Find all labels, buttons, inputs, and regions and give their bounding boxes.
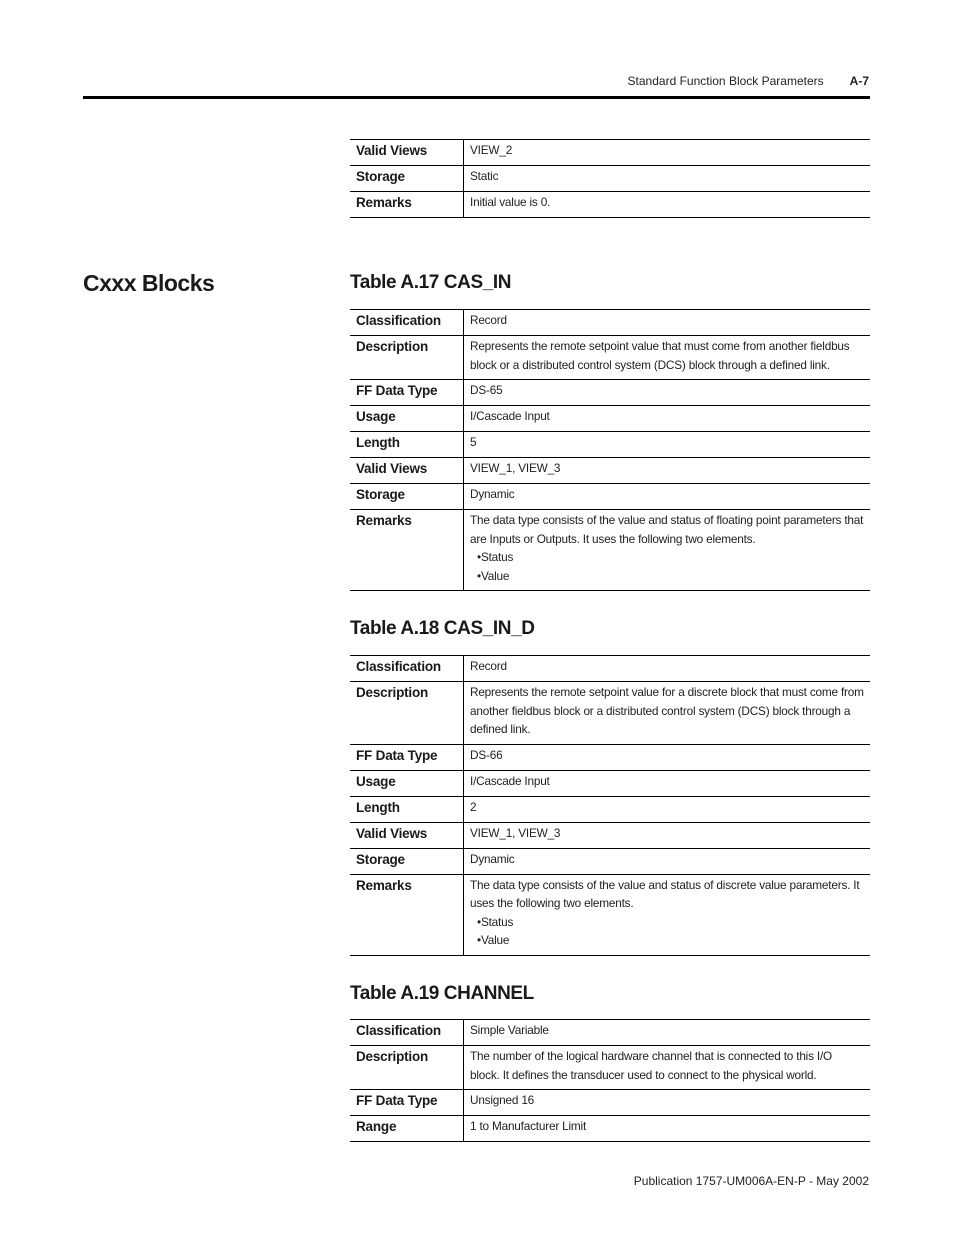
row-key: Description: [350, 336, 464, 380]
row-key: Storage: [350, 484, 464, 510]
table-row: [350, 140, 870, 166]
table-row: [350, 166, 870, 192]
bullet-item: • Status: [477, 548, 864, 567]
row-key: Remarks: [350, 874, 464, 955]
row-key: Length: [350, 796, 464, 822]
section-title: Cxxx Blocks: [83, 270, 215, 296]
row-value: DS-66: [464, 744, 871, 770]
row-value: Dynamic: [464, 484, 871, 510]
row-value: VIEW_1, VIEW_3: [464, 458, 871, 484]
table-row: [350, 484, 870, 510]
row-value: Unsigned 16: [464, 1090, 871, 1116]
row-key: Usage: [350, 406, 464, 432]
table-row: [350, 1020, 870, 1046]
bullet-item: • Status: [477, 913, 864, 932]
row-key: Remarks: [350, 192, 464, 218]
row-value: Static: [464, 166, 871, 192]
table-title-channel: Table A.19 CHANNEL: [350, 983, 534, 1004]
row-value: Represents the remote setpoint value that must come from another fieldbus block or a distributed control system (DCS) block through a defined link.: [464, 336, 871, 380]
row-value: [464, 874, 871, 955]
table-title-cas-in: Table A.17 CAS_IN: [350, 272, 512, 293]
row-key: Storage: [350, 166, 464, 192]
table-row: [350, 770, 870, 796]
row-key: FF Data Type: [350, 744, 464, 770]
row-value: I/Cascade Input: [464, 770, 871, 796]
row-value: Initial value is 0.: [464, 192, 871, 218]
table-row: [350, 336, 870, 380]
remarks-text: The data type consists of the value and status of floating point parameters that are Inputs or Outputs. It uses the following two elements.: [470, 513, 864, 546]
remarks-bullet-list: [470, 548, 864, 585]
row-value: The number of the logical hardware channel that is connected to this I/O block. It defines the transducer used to connect to the physical world.: [464, 1046, 871, 1090]
header-section-title: Standard Function Block Parameters: [627, 74, 824, 88]
row-key: FF Data Type: [350, 380, 464, 406]
row-value: 1 to Manufacturer Limit: [464, 1116, 871, 1142]
remarks-bullet-list: [470, 913, 864, 950]
row-key: Length: [350, 432, 464, 458]
table-row: [350, 874, 870, 955]
row-value: Simple Variable: [464, 1020, 871, 1046]
table-row: [350, 510, 870, 591]
table-title-cas-in-d: Table A.18 CAS_IN_D: [350, 618, 535, 639]
table-row: [350, 822, 870, 848]
table-row: [350, 1116, 870, 1142]
row-key: Valid Views: [350, 822, 464, 848]
row-value: VIEW_1, VIEW_3: [464, 822, 871, 848]
table-row: [350, 380, 870, 406]
page-number: A-7: [849, 74, 869, 88]
table-row: [350, 432, 870, 458]
table-row: [350, 458, 870, 484]
bullet-item: • Value: [477, 931, 864, 950]
header-rule: [83, 96, 870, 99]
row-value: [464, 510, 871, 591]
cas-in-d-table: [350, 655, 870, 956]
row-value: Record: [464, 310, 871, 336]
row-key: Description: [350, 682, 464, 745]
continued-parameter-table: [350, 139, 870, 218]
row-key: Description: [350, 1046, 464, 1090]
channel-table: [350, 1019, 870, 1142]
publication-footer: Publication 1757-UM006A-EN-P - May 2002: [633, 1174, 869, 1188]
row-value: 2: [464, 796, 871, 822]
table-row: [350, 406, 870, 432]
table-row: [350, 656, 870, 682]
cas-in-table: [350, 309, 870, 591]
row-value: 5: [464, 432, 871, 458]
table-row: [350, 192, 870, 218]
row-key: Valid Views: [350, 458, 464, 484]
row-key: Classification: [350, 656, 464, 682]
row-key: Classification: [350, 310, 464, 336]
running-header: [628, 74, 869, 88]
row-key: Classification: [350, 1020, 464, 1046]
table-row: [350, 848, 870, 874]
table-row: [350, 796, 870, 822]
row-value: Represents the remote setpoint value for a discrete block that must come from another fieldbus block or a distributed control system (DCS) block through a defined link.: [464, 682, 871, 745]
row-value: Record: [464, 656, 871, 682]
table-row: [350, 1046, 870, 1090]
row-value: Dynamic: [464, 848, 871, 874]
row-key: Storage: [350, 848, 464, 874]
bullet-item: • Value: [477, 567, 864, 586]
row-value: DS-65: [464, 380, 871, 406]
row-key: Remarks: [350, 510, 464, 591]
table-row: [350, 744, 870, 770]
row-value: I/Cascade Input: [464, 406, 871, 432]
row-key: FF Data Type: [350, 1090, 464, 1116]
remarks-text: The data type consists of the value and status of discrete value parameters. It uses the following two elements.: [470, 877, 860, 910]
row-value: VIEW_2: [464, 140, 871, 166]
row-key: Usage: [350, 770, 464, 796]
row-key: Range: [350, 1116, 464, 1142]
row-key: Valid Views: [350, 140, 464, 166]
table-row: [350, 1090, 870, 1116]
table-row: [350, 310, 870, 336]
table-row: [350, 682, 870, 745]
